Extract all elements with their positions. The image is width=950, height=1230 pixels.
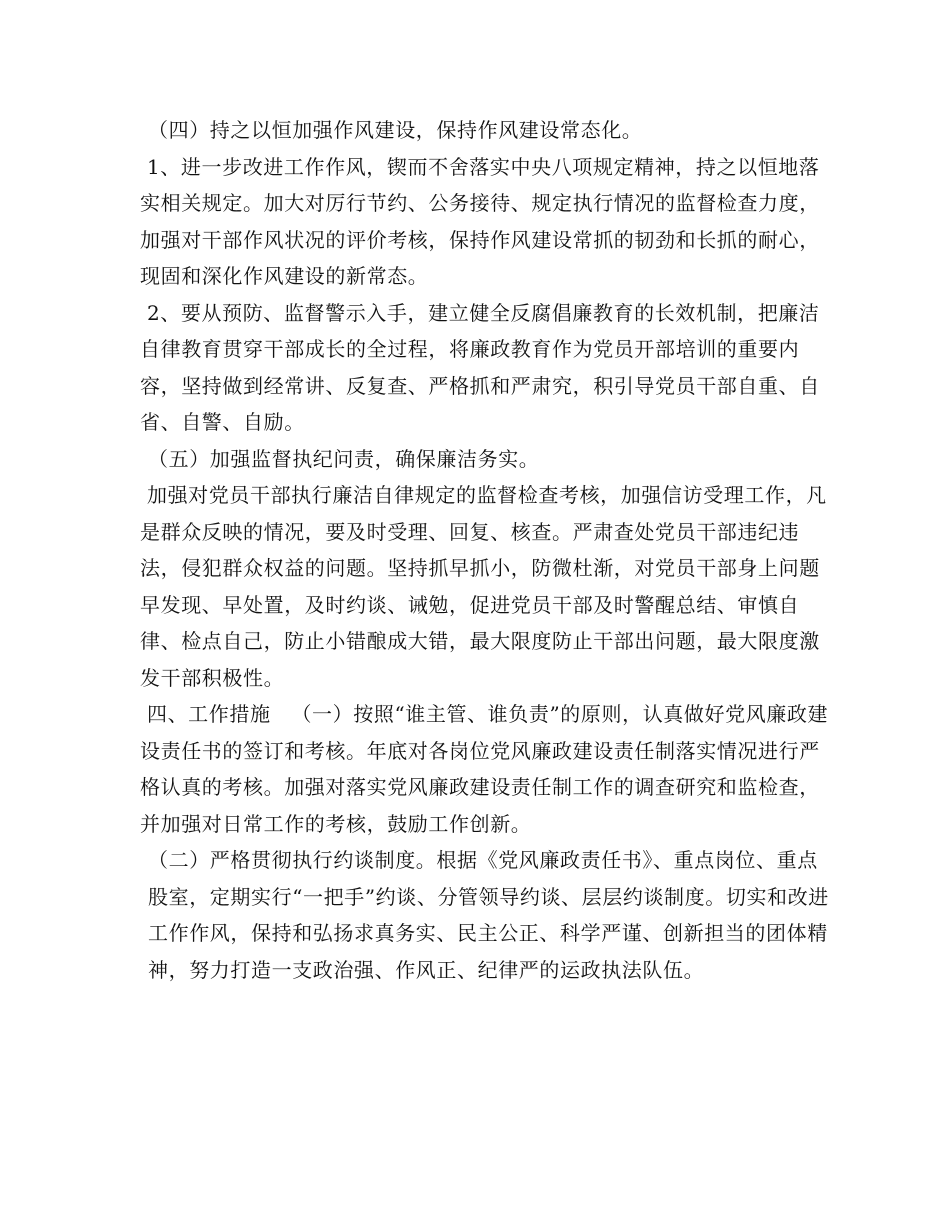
paragraph-anti-corruption-education: 2、要从预防、监督警示入手，建立健全反腐倡廉教育的长效机制，把廉洁自律教育贯穿干部成长的全过程，将廉政教育作为党员开部培训的重要内容，坚持做到经常讲、反复查、严格抓和严肃究，积引导党员干部自重、自省、自警、自励。	[140, 300, 820, 434]
paragraph-work-style: 1、进一步改进工作作风，锲而不舍落实中央八项规定精神，持之以恒地落实相关规定。加大对厉行节约、公务接待、规定执行情况的监督检查力度，加强对干部作风状况的评价考核，保持作风建设常抓的韧劲和长抓的耐心，现固和深化作风建设的新常态。	[140, 154, 820, 288]
paragraph-supervision: 加强对党员干部执行廉洁自律规定的监督检查考核，加强信访受理工作，凡是群众反映的情况，要及时受理、回复、核查。严肃查处党员干部违纪违法，侵犯群众权益的问题。坚持抓早抓小，防微杜渐，对党员干部身上问题早发现、早处置，及时约谈、诫勉，促进党员干部及时警醒总结、审慎自律、检点自己，防止小错酿成大错，最大限度防止干部出问题，最大限度激发干部积极性。	[140, 483, 827, 690]
section-heading-five: （五）加强监督执纪问责，确保廉洁务实。	[148, 446, 540, 471]
document-body	[140, 112, 830, 988]
section-heading-four: （四）持之以恒加强作风建设，保持作风建设常态化。	[148, 118, 643, 142]
paragraph-interview-system: （二）严格贯彻执行约谈制度。根据《党风廉政责任书》、重点岗位、重点股室，定期实行“一把手”约谈、分管领导约谈、层层约谈制度。切实和改进工作作风，保持和弘扬求真务实、民主公正、科学严谨、创新担当的团体精神，努力打造一支政治强、作风正、纪律严的运政执法队伍。	[148, 848, 829, 982]
paragraph-work-measures: 四、工作措施 （一）按照“谁主管、谁负责”的原则，认真做好党风廉政建设责任书的签订和考核。年底对各岗位党风廉政建设责任制落实情况进行严格认真的考核。加强对落实党风廉政建设责任制工作的调查研究和监检查，并加强对日常工作的考核，鼓励工作创新。	[140, 702, 829, 836]
